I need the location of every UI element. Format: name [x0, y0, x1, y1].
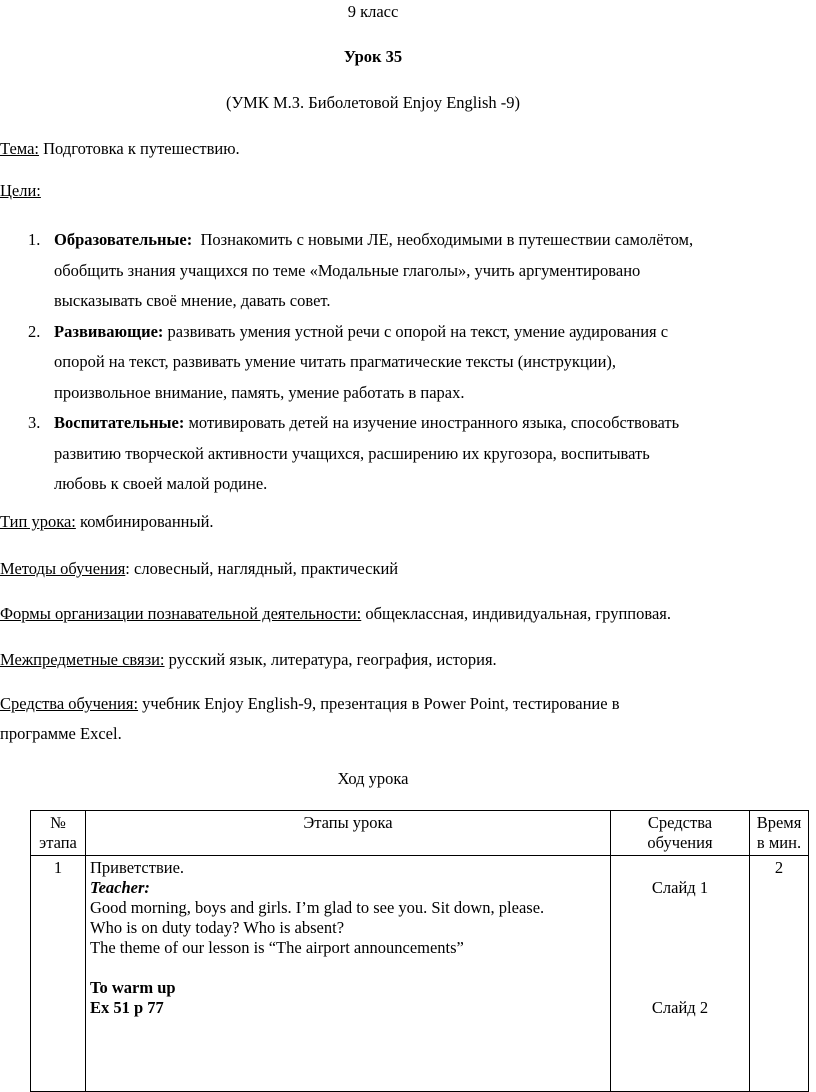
- means-value: учебник Enjoy English-9, презентация в Power Point, тестирование в: [138, 694, 620, 713]
- course-title: Ход урока: [337, 769, 409, 788]
- goal-number: 3.: [28, 413, 41, 432]
- course-line: (УМК М.З. Биболетовой Enjoy English -9): [225, 93, 521, 112]
- stage-description: [86, 856, 611, 1092]
- methods-label: Методы обучения: [0, 559, 126, 578]
- forms-line: [0, 604, 671, 624]
- lesson-type-value: комбинированный.: [75, 512, 214, 531]
- col-header-time: Время в мин.: [750, 811, 809, 856]
- grade-line: 9 класс: [347, 2, 399, 21]
- goal-text: Познакомить с новыми ЛЕ, необходимыми в путешествии самолётом,: [200, 230, 694, 249]
- table-row: [31, 856, 809, 1092]
- goal-item: [28, 317, 768, 409]
- goal-text: высказывать своё мнение, давать совет.: [54, 291, 331, 310]
- goal-number: 2.: [28, 321, 41, 341]
- goal-title: Образовательные:: [54, 230, 193, 249]
- table-header-row: [31, 811, 809, 856]
- goals-label: Цели:: [0, 181, 41, 200]
- goal-text: любовь к своей малой родине.: [54, 474, 268, 493]
- goal-text: развитию творческой активности учащихся, расширению их кругозора, воспитывать: [54, 443, 650, 463]
- methods-value: : словесный, наглядный, практический: [125, 559, 399, 578]
- forms-label: Формы организации познавательной деятельности:: [0, 604, 362, 623]
- goal-number: 1.: [28, 230, 41, 249]
- topic-label: Тема:: [0, 139, 40, 158]
- means-label: Средства обучения:: [0, 694, 139, 713]
- stage-title: Приветствие.: [90, 858, 185, 877]
- goal-text: обобщить знания учащихся по теме «Модальные глаголы», учить аргументировано: [54, 260, 641, 280]
- means-line: [0, 694, 619, 714]
- goal-title: Воспитательные:: [54, 413, 185, 432]
- topic-line: [0, 139, 240, 159]
- stage-text: The theme of our lesson is “The airport announcements”: [90, 938, 464, 957]
- stage-number: 1: [31, 856, 86, 1092]
- topic-value: Подготовка к путешествию.: [43, 139, 240, 158]
- goal-title: Развивающие:: [54, 321, 164, 341]
- warm-up-label: To warm up: [90, 978, 176, 997]
- goal-text: произвольное внимание, память, умение работать в парах.: [54, 382, 465, 402]
- stage-means: [611, 856, 750, 1092]
- slide-label: Слайд 2: [651, 998, 709, 1017]
- stage-time: 2: [750, 856, 809, 1092]
- goal-text: мотивировать детей на изучение иностранного языка, способствовать: [188, 413, 680, 432]
- goal-item: [28, 408, 768, 500]
- links-line: [0, 650, 497, 670]
- exercise-label: Ex 51 p 77: [90, 998, 164, 1017]
- slide-label: Слайд 1: [651, 878, 709, 897]
- goal-item: [28, 225, 768, 317]
- lesson-type-line: [0, 512, 214, 532]
- lesson-plan-table: [30, 810, 809, 1092]
- teacher-label: Teacher:: [90, 878, 150, 897]
- col-header-means: Средства обучения: [611, 811, 750, 856]
- forms-value: общеклассная, индивидуальная, групповая.: [361, 604, 671, 623]
- col-header-stages: Этапы урока: [86, 811, 611, 856]
- col-header-number: № этапа: [31, 811, 86, 856]
- links-value: русский язык, литература, география, история.: [164, 650, 497, 669]
- goal-text: развивать умения устной речи с опорой на текст, умение аудирования с: [167, 321, 669, 341]
- goal-text: опорой на текст, развивать умение читать прагматические тексты (инструкции),: [54, 352, 617, 371]
- means-line-2: программе Excel.: [0, 724, 122, 743]
- lesson-number: Урок 35: [343, 47, 403, 66]
- methods-line: [0, 559, 398, 579]
- links-label: Межпредметные связи:: [0, 650, 165, 669]
- stage-text: Who is on duty today? Who is absent?: [90, 918, 345, 937]
- lesson-type-label: Тип урока:: [0, 512, 76, 531]
- stage-text: Good morning, boys and girls. I’m glad to see you. Sit down, please.: [90, 898, 545, 917]
- goals-list: [28, 225, 768, 500]
